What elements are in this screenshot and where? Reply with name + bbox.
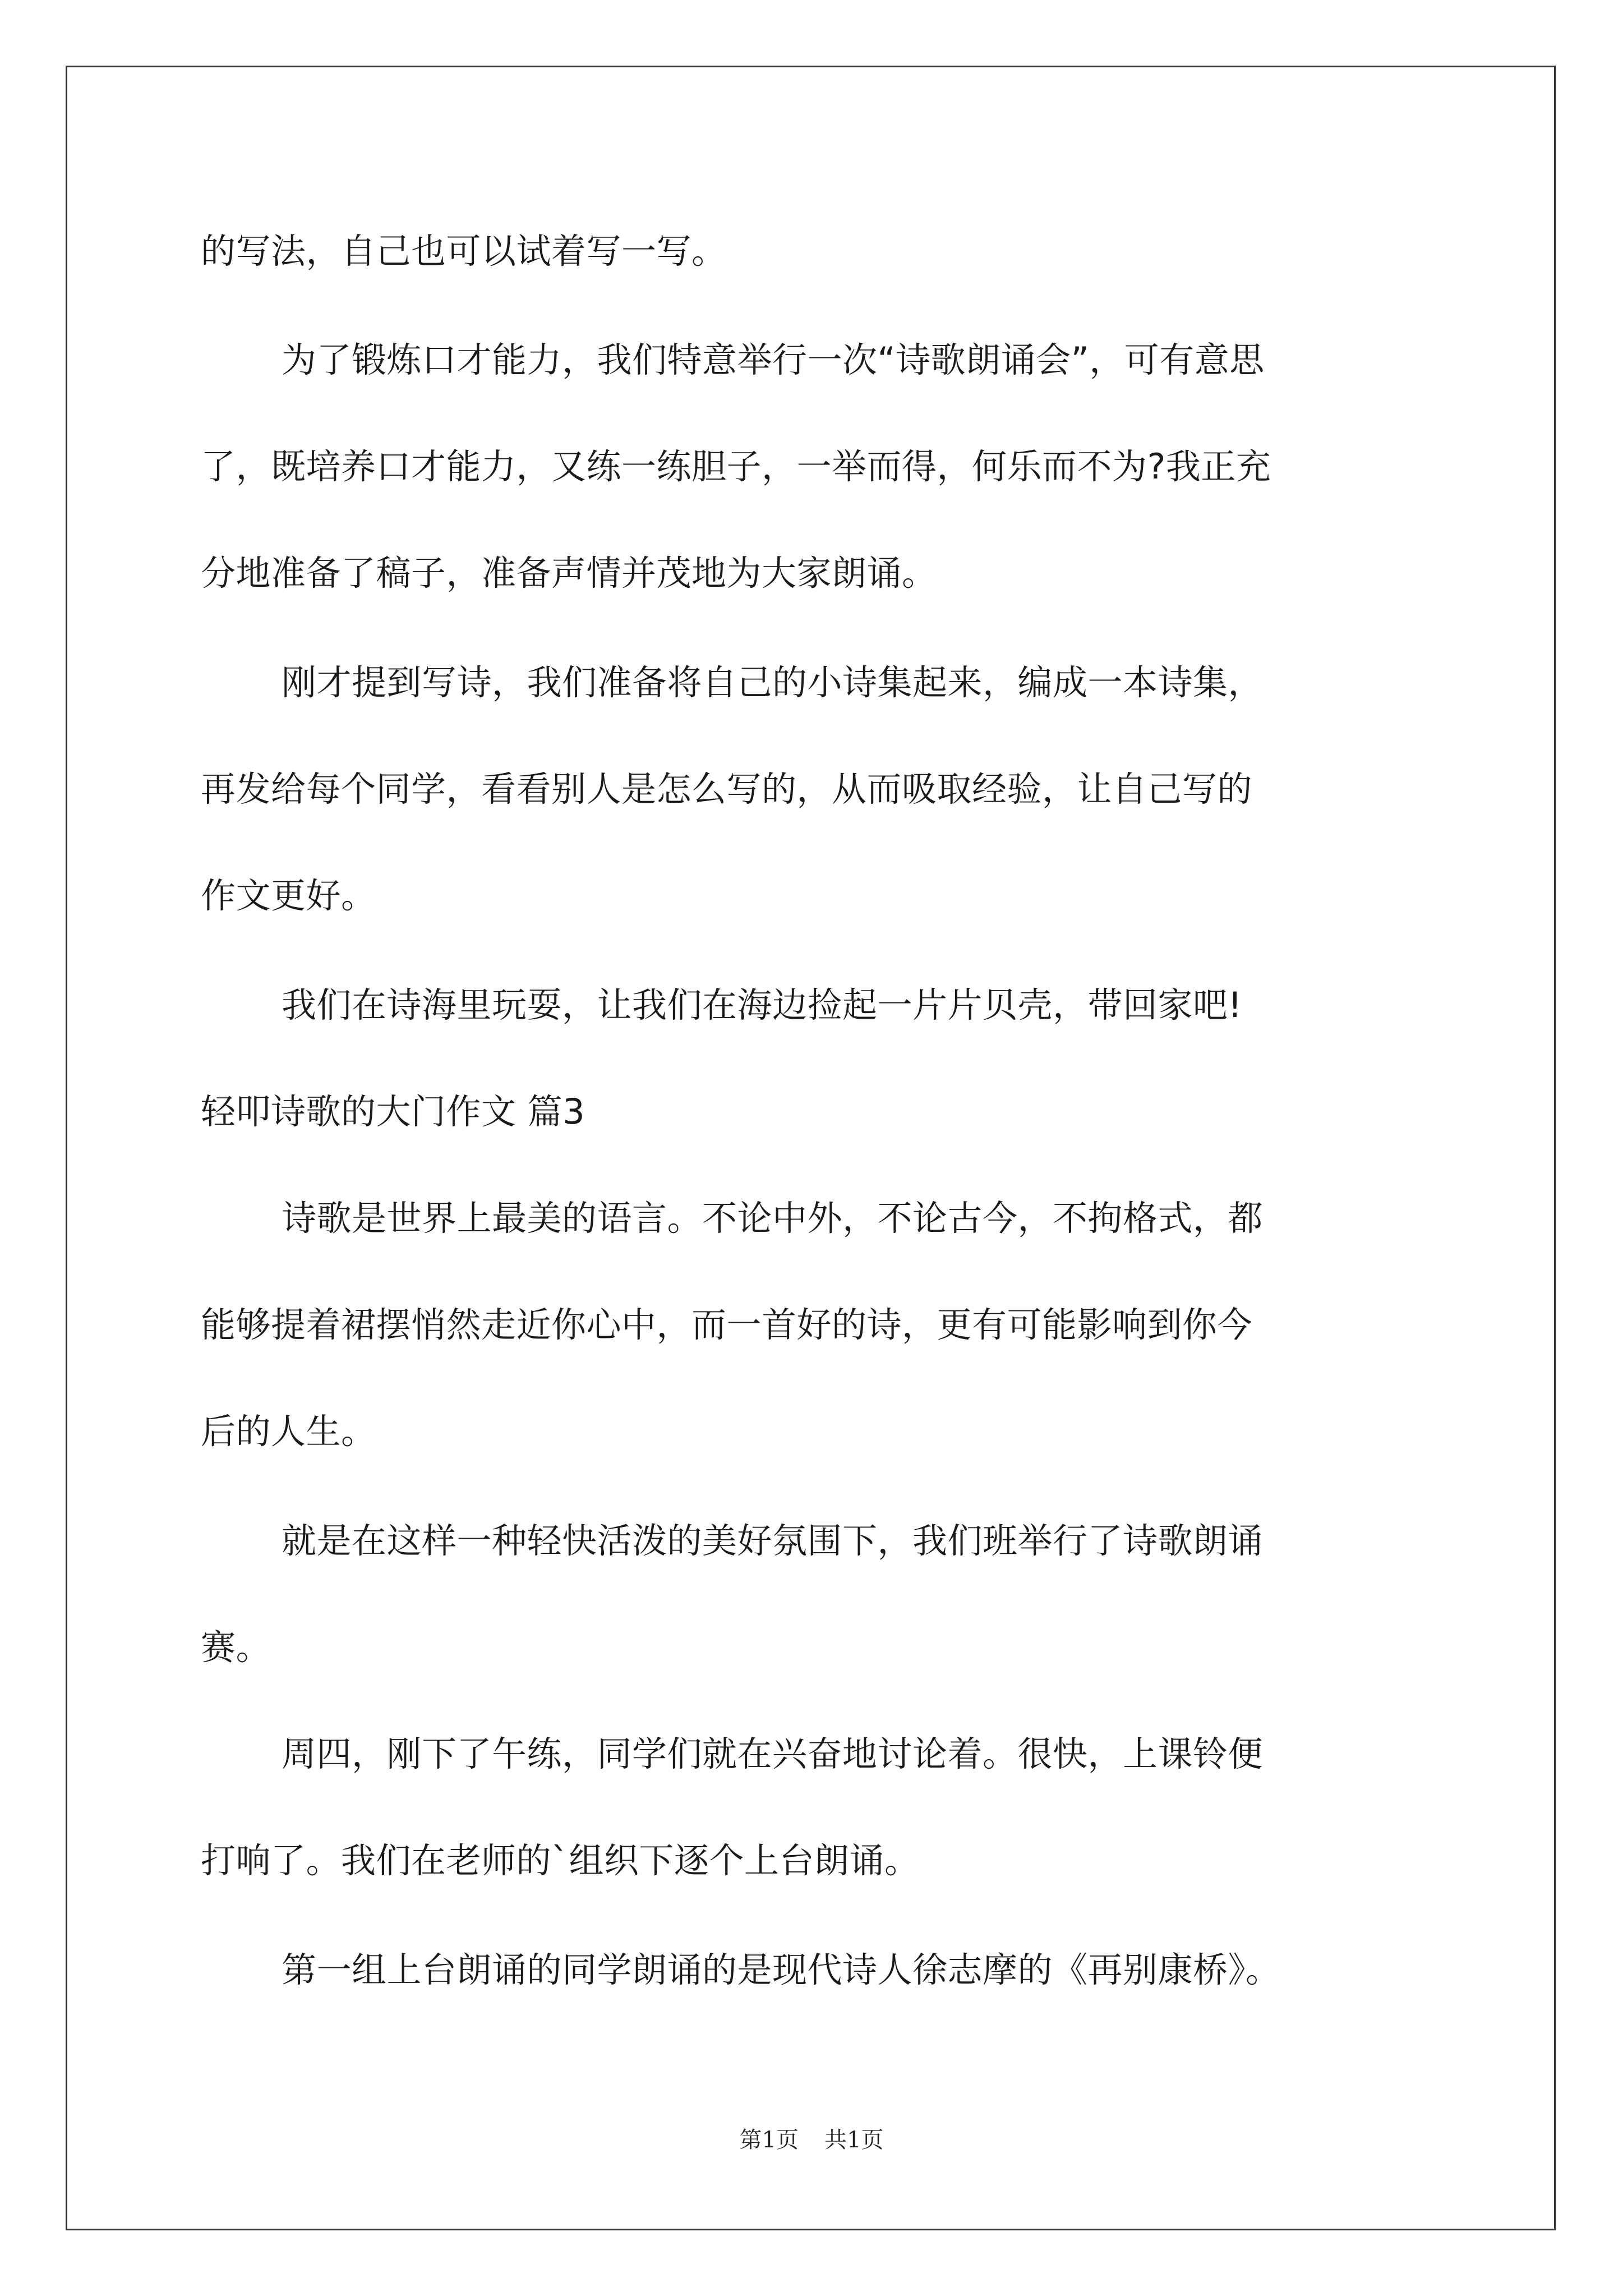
text-line: 作文更好。 (201, 875, 376, 916)
text-line: 的写法，自己也可以试着写一写。 (201, 231, 727, 272)
page-total: 共1页 (824, 2127, 884, 2153)
section-heading: 轻叩诗歌的大门作文 篇3 (201, 1091, 585, 1132)
page-number: 第1页 (739, 2127, 799, 2153)
text-line: 能够提着裙摆悄然走近你心中，而一首好的诗，更有可能影响到你今 (201, 1304, 1253, 1345)
paragraph-first-line: 第一组上台朗诵的同学朗诵的是现代诗人徐志摩的《再别康桥》。 (282, 1949, 1281, 1990)
page-border (66, 66, 1556, 2230)
text-line: 打响了。我们在老师的`组织下逐个上台朗诵。 (201, 1840, 920, 1881)
paragraph-first-line: 诗歌是世界上最美的语言。不论中外，不论古今，不拘格式，都 (282, 1198, 1264, 1239)
paragraph-first-line: 为了锻炼口才能力，我们特意举行一次“诗歌朗诵会”，可有意思 (282, 339, 1265, 380)
paragraph-first-line: 就是在这样一种轻快活泼的美好氛围下，我们班举行了诗歌朗诵 (282, 1520, 1264, 1561)
paragraph-first-line: 刚才提到写诗，我们准备将自己的小诗集起来，编成一本诗集， (282, 662, 1264, 703)
text-line: 分地准备了稿子，准备声情并茂地为大家朗诵。 (201, 553, 937, 593)
text-line: 后的人生。 (201, 1411, 376, 1452)
paragraph-first-line: 周四，刚下了午练，同学们就在兴奋地讨论着。很快，上课铃便 (282, 1733, 1264, 1774)
text-line: 了，既培养口才能力，又练一练胆子，一举而得，何乐而不为?我正充 (201, 446, 1271, 487)
text-line: 赛。 (201, 1627, 271, 1668)
text-line: 再发给每个同学，看看别人是怎么写的，从而吸取经验，让自己写的 (201, 769, 1253, 809)
paragraph-first-line: 我们在诗海里玩耍，让我们在海边捡起一片片贝壳，带回家吧! (282, 984, 1242, 1025)
page-footer (0, 2124, 1623, 2156)
